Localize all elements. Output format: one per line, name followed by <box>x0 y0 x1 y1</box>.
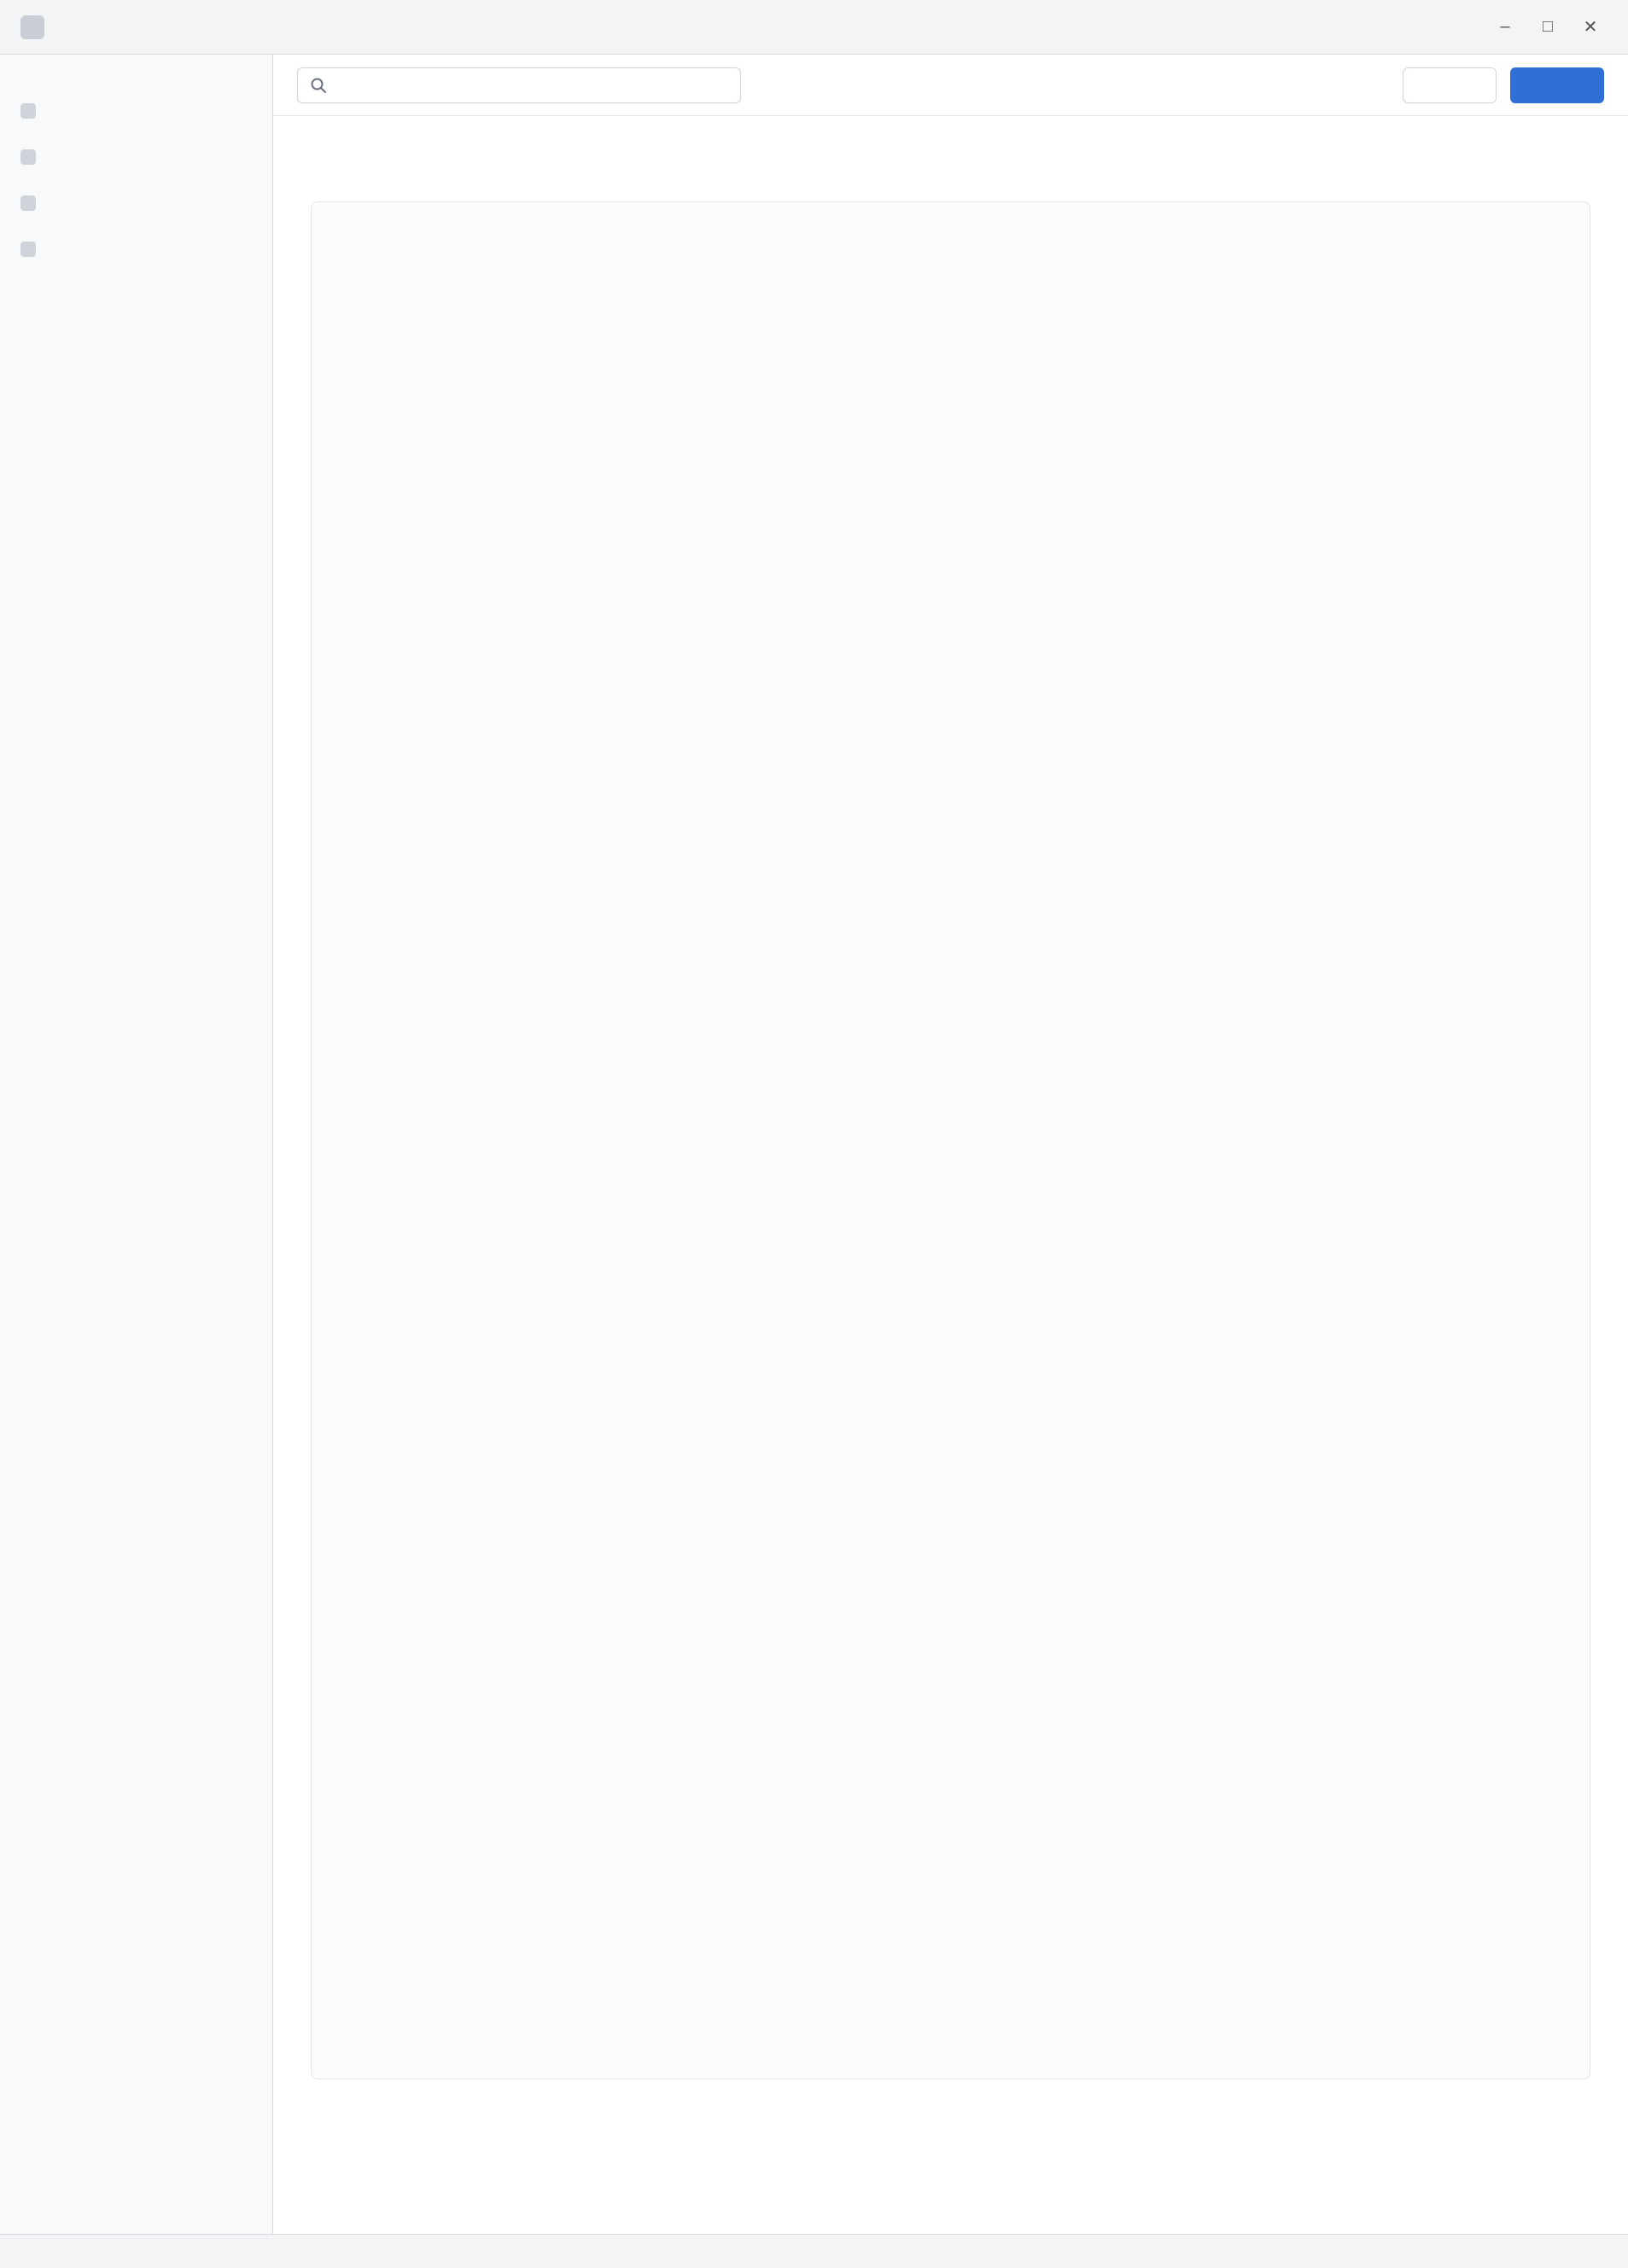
close-icon[interactable]: ✕ <box>1583 18 1598 37</box>
secondary-button[interactable] <box>1403 67 1497 103</box>
sidebar-item[interactable] <box>0 229 272 270</box>
toolbar <box>273 55 1628 116</box>
search-icon <box>310 77 327 94</box>
maximize-icon[interactable]: □ <box>1542 17 1554 36</box>
sidebar-item-icon <box>20 103 36 119</box>
sidebar-item-icon <box>20 149 36 165</box>
page-title <box>311 147 1590 181</box>
app-icon <box>20 15 44 39</box>
sidebar <box>0 55 273 2234</box>
content-panel <box>311 201 1590 2079</box>
sidebar-item[interactable] <box>0 183 272 224</box>
main-area <box>273 55 1628 2234</box>
sidebar-item[interactable] <box>0 90 272 131</box>
minimize-icon[interactable]: – <box>1500 17 1510 36</box>
search-input[interactable] <box>336 76 728 95</box>
sidebar-item[interactable] <box>0 137 272 178</box>
title-bar <box>0 0 1628 55</box>
window-controls <box>1488 14 1608 41</box>
content-area <box>273 116 1628 2234</box>
workspace <box>0 55 1628 2234</box>
sidebar-item-icon <box>20 242 36 257</box>
search-box[interactable] <box>297 67 741 103</box>
sidebar-item-icon <box>20 195 36 211</box>
primary-button[interactable] <box>1510 67 1604 103</box>
status-bar <box>0 2234 1628 2268</box>
sidebar-heading <box>0 72 272 85</box>
